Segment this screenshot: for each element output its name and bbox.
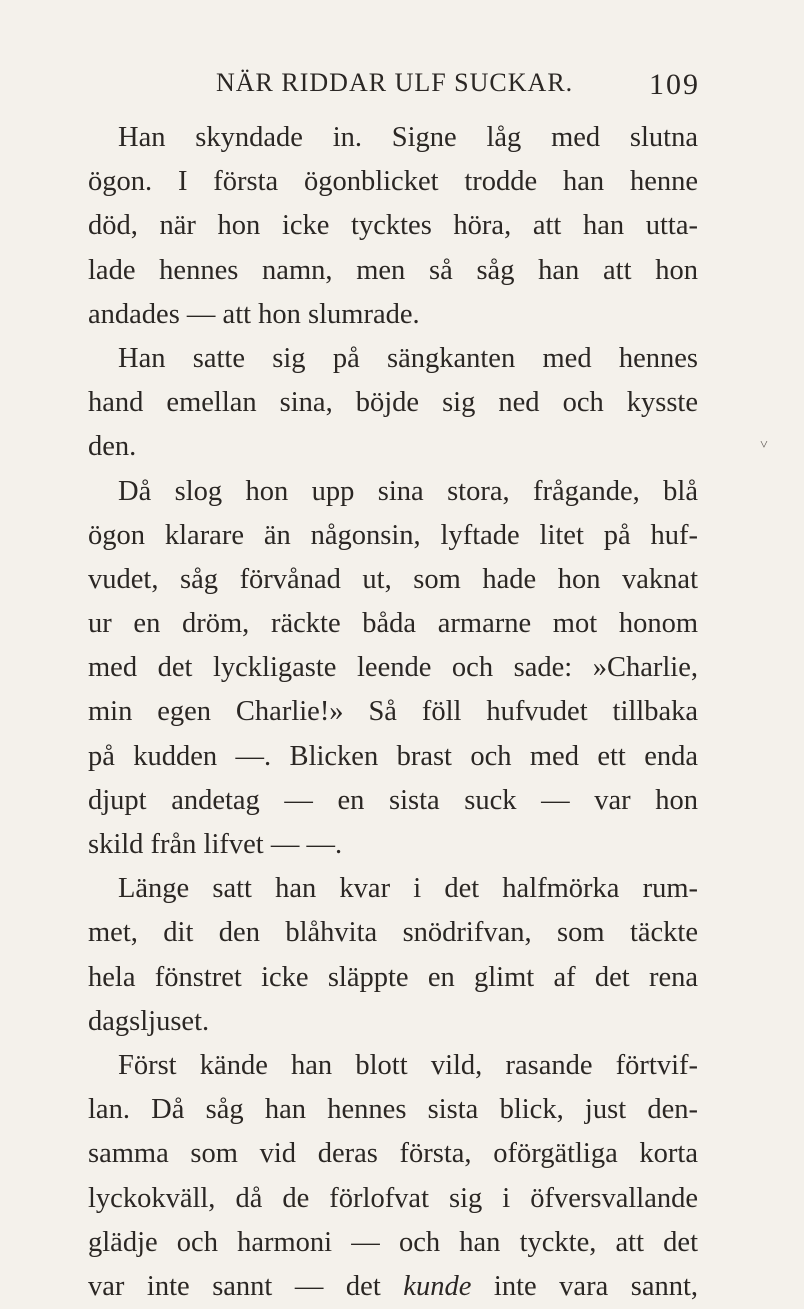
text-line: Länge satt han kvar i det halfmörka rum- [118,873,698,905]
margin-mark: ˅ [760,438,768,453]
text-line: ögon klarare än någonsin, lyftade litet på huf- [88,519,698,551]
page-number: 109 [649,68,700,101]
text-line: lade hennes namn, men så såg han att hon [88,254,698,286]
text-line: den. [88,431,137,463]
emphasized-word: kunde [403,1270,472,1302]
text-line: Då slog hon upp sina stora, frågande, blå [118,475,698,507]
text-line: djupt andetag — en sista suck — var hon [88,784,698,816]
text-line: med det lyckligaste leende och sade: »Charlie, [88,652,698,684]
text-line: andades — att hon slumrade. [88,298,420,330]
text-line: Först kände han blott vild, rasande förtvif- [118,1049,698,1081]
text-line: ur en dröm, räckte båda armarne mot honom [88,608,698,640]
text-line: skild från lifvet — —. [88,829,343,860]
last-line-end: inte vara sannt, [493,1270,699,1302]
text-line: lan. Då såg han hennes sista blick, just den- [88,1094,698,1126]
text-line-last [88,1265,698,1309]
text-line: hand emellan sina, böjde sig ned och kysste [88,387,698,419]
text-line: ögon. I första ögonblicket trodde han henne [88,166,698,198]
text-line: dagsljuset. [88,1005,210,1037]
text-line: lyckokväll, då de förlofvat sig i öfversvallande [88,1182,698,1214]
text-line: vudet, såg förvånad ut, som hade hon vaknat [88,563,698,595]
body-text [88,116,698,1309]
running-title: NÄR RIDDAR ULF SUCKAR. [216,68,574,97]
text-line: samma som vid deras första, oförgätliga korta [88,1138,698,1170]
last-line-start: var inte sannt — det [88,1270,381,1302]
text-line: Han satte sig på sängkanten med hennes [118,342,698,374]
text-line: Han skyndade in. Signe låg med slutna [118,122,698,153]
text-line: död, när hon icke tycktes höra, att han utta- [88,210,698,242]
running-head [88,68,700,108]
text-line: min egen Charlie!» Så föll hufvudet tillbaka [88,696,698,728]
text-line: på kudden —. Blicken brast och med ett enda [88,740,698,772]
text-line: glädje och harmoni — och han tyckte, att det [88,1226,698,1258]
text-line: met, dit den blåhvita snödrifvan, som täckte [88,917,698,949]
text-line: hela fönstret icke släppte en glimt af det rena [88,961,698,993]
